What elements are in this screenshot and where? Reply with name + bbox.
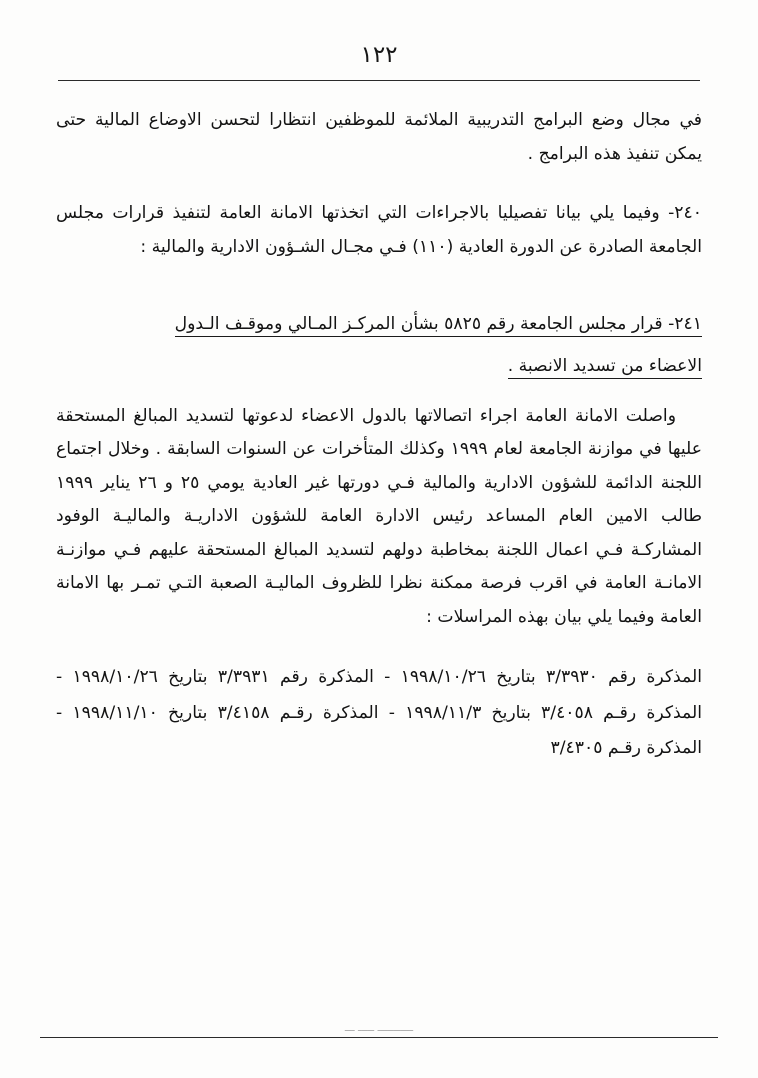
section-241-heading-underline-1: ٢٤١- قرار مجلس الجامعة رقم ٥٨٢٥ بشأن المركـز المـالي وموقـف الـدول xyxy=(175,314,702,337)
paragraph-item-240: ٢٤٠- وفيما يلي بيانا تفصيليا بالاجراءات التي اتخذتها الامانة العامة لتنفيذ قرارات مجلس الجامعة الصادرة عن الدورة العادية (١١٠) فـي مجـال الشـؤون الادارية والمالية : xyxy=(56,203,702,257)
section-241-heading-line-2 xyxy=(56,349,702,383)
header-divider xyxy=(58,80,700,81)
section-241-references: المذكرة رقم ٣/٣٩٣٠ بتاريخ ١٩٩٨/١٠/٢٦ - المذكرة رقم ٣/٣٩٣١ بتاريخ ١٩٩٨/١٠/٢٦ - المذكرة رقـم ٣/٤٠٥٨ بتاريخ ١٩٩٨/١١/٣ - المذكرة رقـم ٣/٤١٥٨ بتاريخ ١٩٩٨/١١/١٠ - المذكرة رقـم ٣/٤٣٠٥ xyxy=(56,667,703,758)
footer-divider xyxy=(40,1037,718,1038)
section-241-heading-line-1 xyxy=(56,306,702,343)
paragraph-training-programs: في مجال وضع البرامج التدريبية الملائمة للموظفين انتظارا لتحسن الاوضاع المالية حتى يمكن تنفيذ هذه البرامج . xyxy=(56,110,702,164)
page-content xyxy=(56,104,702,1018)
page-number: ١٢٢ xyxy=(360,42,398,68)
footer-mark: ـــــــــــ ـــــ ـــ xyxy=(344,1021,414,1034)
section-241-body: واصلت الامانة العامة اجراء اتصالاتها بالدول الاعضاء لدعوتها لتسديد المبالغ المستحقة عليها في موازنة الجامعة لعام ١٩٩٩ وكذلك المتأخرات عن السنوات السابقة . وخلال اجتماع اللجنة الدائمة للشؤون الادارية والمالية فـي دورتها غير العادية يومي ٢٥ و ٢٦ يناير ١٩٩٩ طالب الامين العام المساعد رئيس الادارة العامة للشؤون الاداريـة والماليـة الوفود المشاركـة فـي اعمال اللجنة بمخاطبة دولهم لتسديد المبالغ المستحقة عليهم فـي موازنـة الامانـة العامة في اقرب فرصة ممكنة نظرا للظروف الماليـة الصعبة التـي تمـر بها الامانة العامة وفيما يلي بيان بهذه المراسلات : xyxy=(56,405,702,627)
section-241-heading-underline-2: الاعضاء من تسديد الانصبة . xyxy=(508,356,702,379)
